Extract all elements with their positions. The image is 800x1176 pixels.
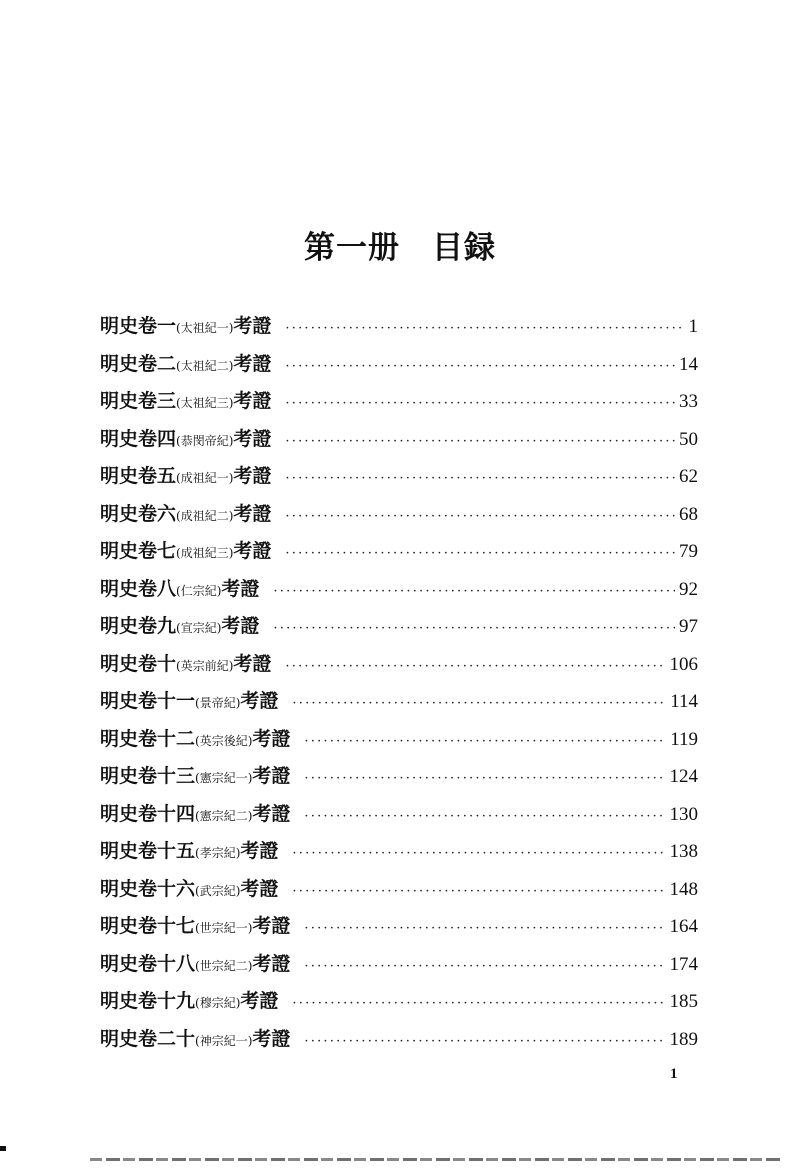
toc-entry-main: 明史卷十七 [100,915,196,937]
dot-leader [285,460,675,498]
dot-leader [285,648,665,686]
toc-entry-note: (成祖紀二) [176,508,234,523]
toc-entry[interactable] [100,421,698,459]
toc-entry-main: 明史卷十 [100,652,177,675]
toc-entry-title [100,533,271,573]
toc-entry[interactable] [100,983,698,1021]
scan-artifact-mark [0,1146,6,1151]
toc-entry-page: 164 [669,916,698,937]
toc-entry-page: 97 [679,616,698,637]
toc-entry-suffix: 考證 [233,502,272,525]
toc-entry-main: 明史卷十六 [100,877,196,900]
toc-entry[interactable] [100,646,698,684]
toc-entry[interactable] [100,946,698,984]
dot-leader [304,760,665,798]
toc-entry-page: 62 [679,466,698,487]
toc-entry-page: 148 [669,878,698,900]
toc-entry-page: 130 [669,803,698,825]
scan-artifact-line [90,1158,780,1161]
toc-entry-main: 明史卷四 [100,427,177,450]
toc-entry-suffix: 考證 [233,427,272,450]
toc-entry-title [100,496,271,536]
toc-entry-title [100,721,290,761]
dot-leader [273,573,675,611]
toc-entry-title [100,758,290,798]
toc-entry-main: 明史卷七 [100,540,177,562]
toc-entry-note: (成祖紀三) [176,546,234,560]
toc-entry-page: 185 [669,991,698,1012]
toc-entry[interactable] [100,758,698,796]
toc-entry-title [100,908,290,948]
toc-entry-title [100,571,259,611]
toc-entry-page: 92 [679,578,698,600]
toc-entry-note: (孝宗紀) [195,846,241,860]
toc-entry-title [100,646,271,686]
toc-entry-main: 明史卷二 [100,352,177,375]
toc-entry-page: 1 [688,316,698,337]
toc-entry-suffix: 考證 [252,765,291,787]
toc-entry-page: 14 [679,353,698,375]
toc-entry[interactable] [100,308,698,346]
toc-entry-page: 79 [679,541,698,562]
dot-leader [292,685,666,723]
dot-leader [304,798,665,836]
dot-leader [285,310,684,348]
toc-entry-suffix: 考證 [240,690,279,712]
toc-entry[interactable] [100,608,698,646]
toc-entry[interactable] [100,571,698,609]
toc-entry-suffix: 考證 [221,615,260,637]
toc-entry-main: 明史卷十五 [100,840,196,862]
toc-entry-main: 明史卷十四 [100,802,196,825]
toc-entry-title [100,383,271,423]
toc-entry-note: (太祖紀二) [176,358,234,373]
toc-entry-suffix: 考證 [233,540,272,562]
toc-entry-note: (英宗前紀) [176,658,234,673]
toc-entry[interactable] [100,1021,698,1059]
toc-entry-note: (宣宗紀) [176,621,222,635]
toc-entry-note: (武宗紀) [195,883,241,898]
toc-entry-page: 114 [670,691,698,712]
dot-leader [304,910,665,948]
toc-entry-page: 50 [679,428,698,450]
dot-leader [304,948,665,986]
toc-entry-suffix: 考證 [233,652,272,675]
toc-entry-note: (太祖紀一) [176,321,234,335]
page-title: 第一册 目録 [304,230,496,266]
toc-entry-main: 明史卷九 [100,615,177,637]
toc-entry[interactable] [100,796,698,834]
toc-entry-title [100,1021,290,1061]
toc-entry-page: 68 [679,503,698,525]
toc-entry-main: 明史卷八 [100,577,177,600]
dot-leader [285,535,675,573]
toc-entry-main: 明史卷二十 [100,1027,196,1050]
toc-entry-page: 124 [669,766,698,787]
toc-entry[interactable] [100,458,698,496]
toc-entry-page: 189 [669,1028,698,1050]
toc-entry-page: 138 [669,841,698,862]
toc-entry-suffix: 考證 [221,577,260,600]
toc-entry[interactable] [100,908,698,946]
toc-entry-note: (世宗紀二) [195,958,253,973]
toc-entry[interactable] [100,496,698,534]
toc-entry-note: (成祖紀一) [176,471,234,485]
toc-entry-title [100,983,278,1023]
dot-leader [304,723,666,761]
toc-entry-page: 174 [669,953,698,975]
toc-entry[interactable] [100,721,698,759]
toc-entry-suffix: 考證 [252,952,291,975]
toc-entry-title [100,346,271,386]
toc-entry-note: (英宗後紀) [195,733,253,748]
dot-leader [292,835,665,873]
toc-entry-title [100,308,271,348]
dot-leader [292,985,665,1023]
toc-entry-suffix: 考證 [252,915,291,937]
dot-leader [285,498,675,536]
dot-leader [285,348,675,386]
toc-entry-main: 明史卷十八 [100,952,196,975]
dot-leader [304,1023,665,1061]
toc-entry-suffix: 考證 [240,840,279,862]
toc-entry-note: (太祖紀三) [176,396,234,410]
toc-entry-page: 33 [679,391,698,412]
toc-entry-title [100,833,278,873]
toc-entry-title [100,796,290,836]
dot-leader [273,610,675,648]
toc-entry-main: 明史卷十一 [100,690,196,712]
toc-entry-suffix: 考證 [233,352,272,375]
dot-leader [285,385,675,423]
toc-entry[interactable] [100,871,698,909]
toc-entry-main: 明史卷十九 [100,990,196,1012]
toc-entry-note: (憲宗紀一) [195,771,253,785]
toc-entry-note: (憲宗紀二) [195,808,253,823]
table-of-contents [100,308,698,1058]
toc-entry-suffix: 考證 [233,465,272,487]
toc-entry-note: (穆宗紀) [195,996,241,1010]
toc-entry[interactable] [100,533,698,571]
toc-entry[interactable] [100,683,698,721]
toc-entry-title [100,946,290,986]
toc-entry-note: (世宗紀一) [195,921,253,935]
page-number: 1 [670,1066,678,1082]
toc-entry[interactable] [100,383,698,421]
toc-entry-main: 明史卷五 [100,465,177,487]
dot-leader [285,423,675,461]
toc-entry-main: 明史卷十三 [100,765,196,787]
toc-entry-title [100,421,271,461]
toc-entry[interactable] [100,346,698,384]
toc-entry-main: 明史卷六 [100,502,177,525]
toc-entry-suffix: 考證 [252,802,291,825]
toc-entry-note: (仁宗紀) [176,583,222,598]
toc-entry-main: 明史卷十二 [100,727,196,750]
toc-entry-suffix: 考證 [240,877,279,900]
toc-entry-title [100,608,259,648]
toc-entry-suffix: 考證 [252,1027,291,1050]
dot-leader [292,873,665,911]
toc-entry-note: (神宗紀一) [195,1033,253,1048]
toc-entry-page: 119 [670,728,698,750]
toc-entry[interactable] [100,833,698,871]
toc-entry-main: 明史卷三 [100,390,177,412]
toc-entry-note: (恭閔帝紀) [176,433,234,448]
toc-entry-suffix: 考證 [240,990,279,1012]
toc-entry-suffix: 考證 [233,315,272,337]
toc-entry-page: 106 [669,653,698,675]
toc-entry-title [100,871,278,911]
toc-entry-title [100,458,271,498]
toc-entry-title [100,683,278,723]
toc-entry-suffix: 考證 [233,390,272,412]
toc-entry-suffix: 考證 [252,727,291,750]
toc-entry-main: 明史卷一 [100,315,177,337]
toc-entry-note: (景帝紀) [195,696,241,710]
